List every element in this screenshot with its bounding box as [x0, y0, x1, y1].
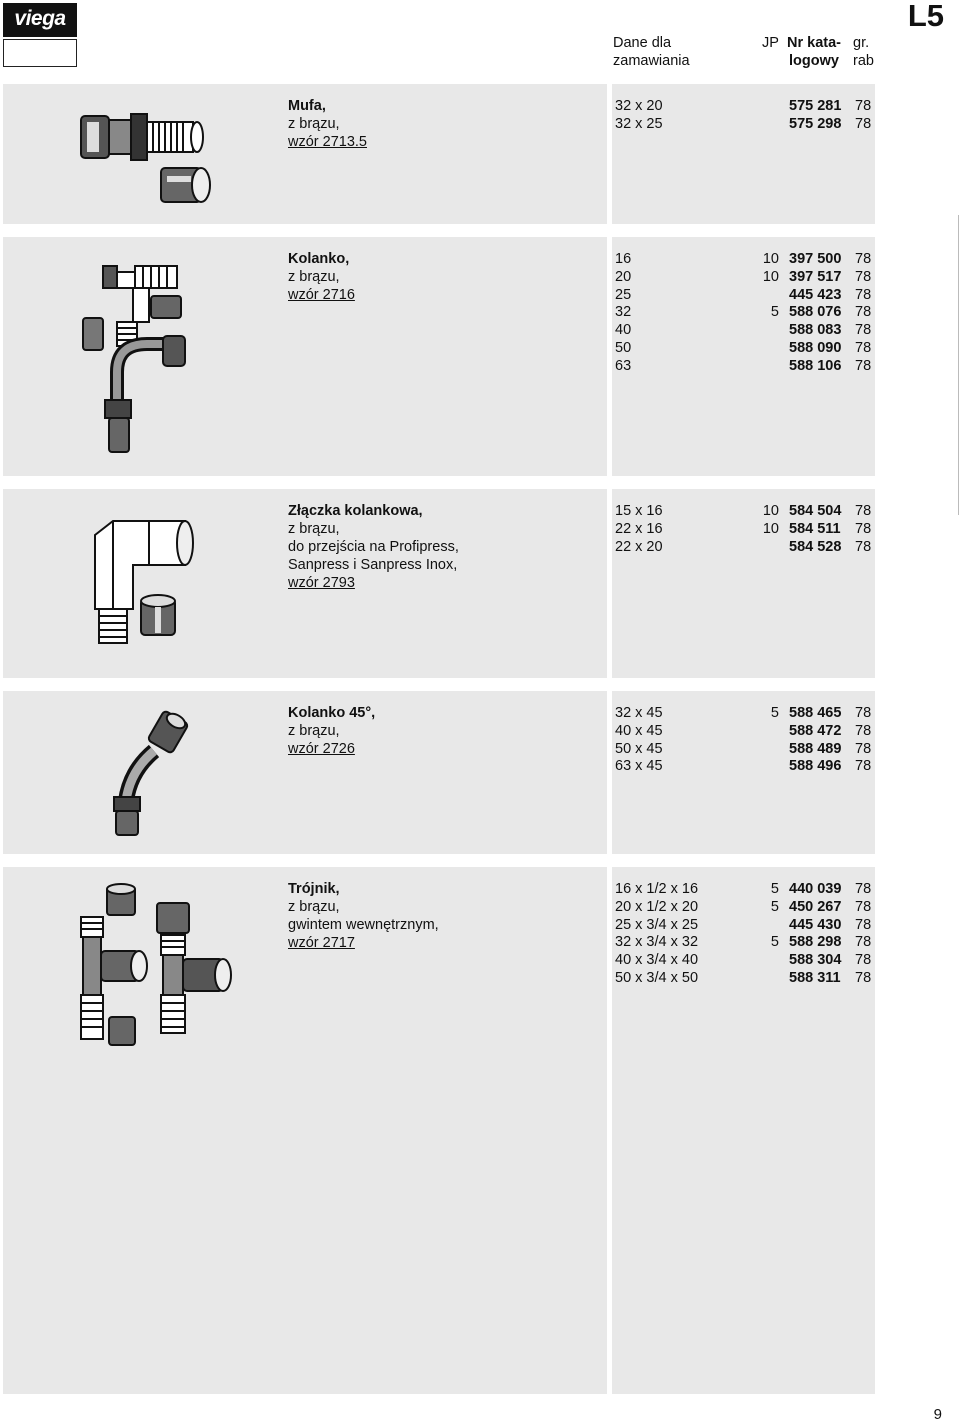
catalog-number-cell: 588 298 — [789, 934, 842, 951]
discount-group-cell: 78 — [855, 268, 872, 285]
catalog-number-cell: 575 298 — [789, 115, 842, 132]
header-dane — [613, 34, 690, 70]
table-row — [3, 115, 875, 133]
header-gr-line2: rab — [853, 53, 874, 69]
order-rows — [3, 250, 875, 375]
catalog-number-cell: 588 496 — [789, 758, 842, 775]
product-material: z brązu, — [288, 269, 340, 285]
product-pattern-link[interactable]: wzór 2717 — [288, 935, 355, 951]
catalog-number-cell: 588 311 — [789, 969, 841, 986]
header-nr — [787, 34, 841, 70]
section-trojnik — [3, 867, 875, 1394]
discount-group-cell: 78 — [855, 520, 872, 537]
catalog-number-cell: 445 430 — [789, 916, 842, 933]
table-row — [3, 898, 875, 916]
table-row — [3, 933, 875, 951]
dim-cell: 40 x 3/4 x 40 — [615, 952, 699, 969]
discount-group-cell: 78 — [855, 357, 872, 374]
product-name: Mufa, — [288, 98, 326, 114]
catalog-number-cell: 397 500 — [789, 251, 842, 267]
catalog-number-cell: 584 528 — [789, 538, 842, 555]
header-dane-line1: Dane dla — [613, 35, 672, 51]
discount-group-cell: 78 — [855, 881, 872, 897]
jp-cell: 5 — [770, 705, 779, 721]
order-rows — [3, 502, 875, 555]
product-material: z brązu, — [288, 116, 340, 132]
jp-cell: 10 — [762, 503, 779, 519]
section-mufa — [3, 84, 875, 224]
catalog-number-cell: 588 304 — [789, 952, 842, 969]
dim-cell: 32 — [615, 304, 632, 321]
product-pattern-link[interactable]: wzór 2716 — [288, 287, 355, 303]
product-pattern-link[interactable]: wzór 2713.5 — [288, 134, 367, 150]
jp-cell: 5 — [770, 304, 779, 321]
table-row — [3, 502, 875, 520]
section-kolanko-45 — [3, 691, 875, 854]
catalog-number-cell: 588 465 — [789, 705, 842, 721]
jp-cell: 10 — [762, 251, 779, 267]
catalog-number-cell: 588 090 — [789, 339, 842, 356]
header-gr — [853, 34, 874, 70]
dim-cell: 63 x 45 — [615, 758, 663, 775]
table-row — [3, 286, 875, 304]
product-note-2: Sanpress i Sanpress Inox, — [288, 557, 458, 573]
product-material: z brązu, — [288, 723, 340, 739]
table-row — [3, 704, 875, 722]
catalog-number-cell: 588 083 — [789, 322, 842, 339]
header-nr-line1: Nr kata- — [787, 35, 841, 51]
discount-group-cell: 78 — [855, 705, 872, 721]
table-row — [3, 321, 875, 339]
catalog-number-cell: 584 511 — [789, 520, 841, 537]
table-row — [3, 969, 875, 987]
product-material: z brązu, — [288, 521, 340, 537]
discount-group-cell: 78 — [855, 115, 872, 132]
dim-cell: 32 x 25 — [615, 115, 663, 132]
table-row — [3, 268, 875, 286]
table-row — [3, 303, 875, 321]
discount-group-cell: 78 — [855, 969, 872, 986]
dim-cell: 50 x 3/4 x 50 — [615, 969, 699, 986]
discount-group-cell: 78 — [855, 251, 872, 267]
page-edge-divider — [958, 215, 959, 515]
dim-cell: 63 — [615, 357, 632, 374]
table-row — [3, 520, 875, 538]
discount-group-cell: 78 — [855, 304, 872, 321]
dim-cell: 20 — [615, 268, 632, 285]
discount-group-cell: 78 — [855, 98, 872, 114]
dim-cell: 25 — [615, 286, 632, 303]
discount-group-cell: 78 — [855, 339, 872, 356]
catalog-number-cell: 588 076 — [789, 304, 842, 321]
header-dane-line2: zamawiania — [613, 53, 690, 69]
header-gr-line1: gr. — [853, 35, 870, 51]
jp-cell: 5 — [770, 934, 779, 951]
catalog-number-cell: 588 489 — [789, 740, 842, 757]
dim-cell: 22 x 20 — [615, 538, 663, 555]
table-row — [3, 357, 875, 375]
dim-cell: 32 x 45 — [615, 705, 663, 721]
discount-group-cell: 78 — [855, 322, 872, 339]
dim-cell: 50 x 45 — [615, 740, 663, 757]
table-row — [3, 951, 875, 969]
dim-cell: 16 x 1/2 x 16 — [615, 881, 699, 897]
discount-group-cell: 78 — [855, 286, 872, 303]
product-material: z brązu, — [288, 899, 340, 915]
product-note: gwintem wewnętrznym, — [288, 917, 439, 933]
section-zlaczka-kolankowa — [3, 489, 875, 678]
product-name: Kolanko, — [288, 251, 350, 267]
discount-group-cell: 78 — [855, 503, 872, 519]
table-row — [3, 740, 875, 758]
product-name: Kolanko 45°, — [288, 705, 376, 721]
product-note: do przejścia na Profipress, — [288, 539, 459, 555]
jp-cell: 10 — [762, 520, 779, 537]
header-nr-line2: logowy — [789, 53, 839, 69]
header-jp: JP — [762, 35, 779, 51]
product-name: Złączka kolankowa, — [288, 503, 423, 519]
discount-group-cell: 78 — [855, 740, 872, 757]
dim-cell: 50 — [615, 339, 632, 356]
order-rows — [3, 97, 875, 133]
dim-cell: 40 x 45 — [615, 722, 663, 739]
discount-group-cell: 78 — [855, 934, 872, 951]
dim-cell: 32 x 3/4 x 32 — [615, 934, 699, 951]
discount-group-cell: 78 — [855, 538, 872, 555]
discount-group-cell: 78 — [855, 898, 872, 915]
dim-cell: 22 x 16 — [615, 520, 663, 537]
order-rows — [3, 880, 875, 987]
catalog-number-cell: 450 267 — [789, 898, 842, 915]
table-row — [3, 538, 875, 556]
catalog-number-cell: 575 281 — [789, 98, 842, 114]
table-row — [3, 339, 875, 357]
catalog-number-cell: 588 472 — [789, 722, 842, 739]
dim-cell: 40 — [615, 322, 632, 339]
logo-text: viega — [14, 7, 66, 30]
catalog-number-cell: 397 517 — [789, 268, 842, 285]
catalog-number-cell: 440 039 — [789, 881, 842, 897]
dim-cell: 16 — [615, 251, 632, 267]
product-pattern-link[interactable]: wzór 2726 — [288, 741, 355, 757]
discount-group-cell: 78 — [855, 722, 872, 739]
dim-cell: 20 x 1/2 x 20 — [615, 898, 699, 915]
viega-logo — [3, 3, 77, 37]
product-pattern-link[interactable]: wzór 2793 — [288, 575, 355, 591]
jp-cell: 5 — [770, 881, 779, 897]
page-number: 9 — [933, 1406, 942, 1423]
discount-group-cell: 78 — [855, 916, 872, 933]
order-rows — [3, 704, 875, 775]
dim-cell: 25 x 3/4 x 25 — [615, 916, 699, 933]
discount-group-cell: 78 — [855, 758, 872, 775]
table-row — [3, 757, 875, 775]
dim-cell: 32 x 20 — [615, 98, 663, 114]
catalog-number-cell: 588 106 — [789, 357, 842, 374]
table-row — [3, 97, 875, 115]
product-name: Trójnik, — [288, 881, 340, 897]
page-code: L5 — [907, 0, 944, 33]
jp-cell: 5 — [770, 898, 779, 915]
table-row — [3, 722, 875, 740]
dim-cell: 15 x 16 — [615, 503, 663, 519]
table-row — [3, 250, 875, 268]
catalog-number-cell: 445 423 — [789, 286, 842, 303]
section-kolanko — [3, 237, 875, 476]
catalog-number-cell: 584 504 — [789, 503, 842, 519]
table-row — [3, 916, 875, 934]
jp-cell: 10 — [762, 268, 779, 285]
table-row — [3, 880, 875, 898]
discount-group-cell: 78 — [855, 952, 872, 969]
logo-blank-box — [3, 39, 77, 67]
